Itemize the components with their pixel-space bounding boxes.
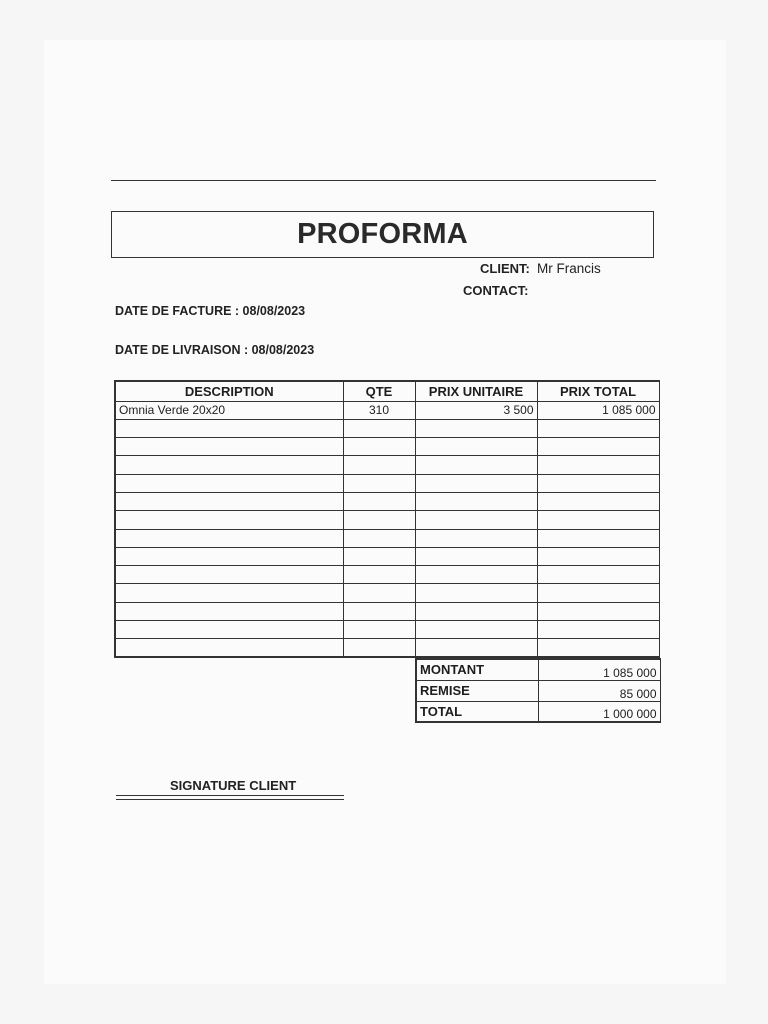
cell-prix-unitaire bbox=[415, 511, 537, 529]
cell-prix-total bbox=[537, 602, 659, 620]
totals-row bbox=[416, 659, 660, 680]
table-row bbox=[115, 566, 659, 584]
title-box bbox=[111, 211, 654, 258]
cell-prix-unitaire bbox=[415, 419, 537, 437]
cell-prix-total bbox=[537, 419, 659, 437]
cell-qte bbox=[343, 511, 415, 529]
client-label: CLIENT: bbox=[480, 261, 530, 276]
signature-label: SIGNATURE CLIENT bbox=[170, 778, 297, 793]
cell-prix-total bbox=[537, 547, 659, 565]
cell-prix-total: 1 085 000 bbox=[537, 401, 659, 419]
cell-qte bbox=[343, 438, 415, 456]
table-row bbox=[115, 492, 659, 510]
cell-prix-unitaire bbox=[415, 529, 537, 547]
cell-qte bbox=[343, 456, 415, 474]
cell-description bbox=[115, 511, 343, 529]
cell-prix-total bbox=[537, 529, 659, 547]
table-row bbox=[115, 639, 659, 657]
totals-value: 1 085 000 bbox=[538, 659, 660, 680]
cell-prix-total bbox=[537, 456, 659, 474]
client-value: Mr Francis bbox=[537, 261, 601, 276]
header-rule bbox=[111, 180, 656, 181]
cell-description bbox=[115, 474, 343, 492]
table-row bbox=[115, 602, 659, 620]
table-row bbox=[115, 401, 659, 419]
cell-qte bbox=[343, 639, 415, 657]
table-row bbox=[115, 529, 659, 547]
cell-prix-unitaire bbox=[415, 492, 537, 510]
cell-prix-total bbox=[537, 438, 659, 456]
table-row bbox=[115, 584, 659, 602]
totals-table bbox=[415, 658, 661, 723]
column-header-description: DESCRIPTION bbox=[115, 381, 343, 401]
cell-qte bbox=[343, 474, 415, 492]
cell-prix-total bbox=[537, 621, 659, 639]
cell-prix-unitaire: 3 500 bbox=[415, 401, 537, 419]
cell-qte bbox=[343, 529, 415, 547]
table-row bbox=[115, 474, 659, 492]
cell-prix-unitaire bbox=[415, 621, 537, 639]
cell-description bbox=[115, 438, 343, 456]
cell-prix-total bbox=[537, 584, 659, 602]
table-row bbox=[115, 419, 659, 437]
table-row bbox=[115, 547, 659, 565]
cell-qte bbox=[343, 547, 415, 565]
cell-prix-unitaire bbox=[415, 547, 537, 565]
cell-qte bbox=[343, 584, 415, 602]
totals-label: MONTANT bbox=[416, 659, 538, 680]
cell-prix-unitaire bbox=[415, 639, 537, 657]
cell-qte: 310 bbox=[343, 401, 415, 419]
cell-description bbox=[115, 456, 343, 474]
cell-prix-unitaire bbox=[415, 602, 537, 620]
cell-prix-unitaire bbox=[415, 438, 537, 456]
delivery-date: DATE DE LIVRAISON : 08/08/2023 bbox=[115, 343, 315, 357]
cell-description bbox=[115, 547, 343, 565]
table-row bbox=[115, 621, 659, 639]
cell-description bbox=[115, 492, 343, 510]
totals-row bbox=[416, 701, 660, 722]
cell-qte bbox=[343, 419, 415, 437]
table-row bbox=[115, 456, 659, 474]
cell-prix-unitaire bbox=[415, 584, 537, 602]
items-table bbox=[114, 380, 660, 658]
cell-prix-total bbox=[537, 511, 659, 529]
cell-qte bbox=[343, 566, 415, 584]
totals-value: 85 000 bbox=[538, 680, 660, 701]
cell-description bbox=[115, 584, 343, 602]
cell-description bbox=[115, 639, 343, 657]
signature-line bbox=[116, 795, 344, 800]
cell-qte bbox=[343, 621, 415, 639]
table-row bbox=[115, 438, 659, 456]
cell-prix-total bbox=[537, 492, 659, 510]
cell-prix-unitaire bbox=[415, 456, 537, 474]
cell-qte bbox=[343, 492, 415, 510]
cell-description bbox=[115, 621, 343, 639]
totals-value: 1 000 000 bbox=[538, 701, 660, 722]
cell-description bbox=[115, 602, 343, 620]
table-row bbox=[115, 511, 659, 529]
column-header-qte: QTE bbox=[343, 381, 415, 401]
cell-prix-unitaire bbox=[415, 474, 537, 492]
column-header-prix-unitaire: PRIX UNITAIRE bbox=[415, 381, 537, 401]
totals-row bbox=[416, 680, 660, 701]
totals-label: REMISE bbox=[416, 680, 538, 701]
cell-prix-total bbox=[537, 474, 659, 492]
cell-description bbox=[115, 566, 343, 584]
contact-label: CONTACT: bbox=[463, 283, 529, 298]
cell-prix-total bbox=[537, 566, 659, 584]
totals-label: TOTAL bbox=[416, 701, 538, 722]
document-title: PROFORMA bbox=[297, 218, 468, 250]
cell-prix-unitaire bbox=[415, 566, 537, 584]
table-header-row bbox=[115, 381, 659, 401]
cell-description bbox=[115, 529, 343, 547]
invoice-date: DATE DE FACTURE : 08/08/2023 bbox=[115, 304, 306, 318]
column-header-prix-total: PRIX TOTAL bbox=[537, 381, 659, 401]
cell-description bbox=[115, 419, 343, 437]
cell-qte bbox=[343, 602, 415, 620]
cell-description: Omnia Verde 20x20 bbox=[115, 401, 343, 419]
cell-prix-total bbox=[537, 639, 659, 657]
